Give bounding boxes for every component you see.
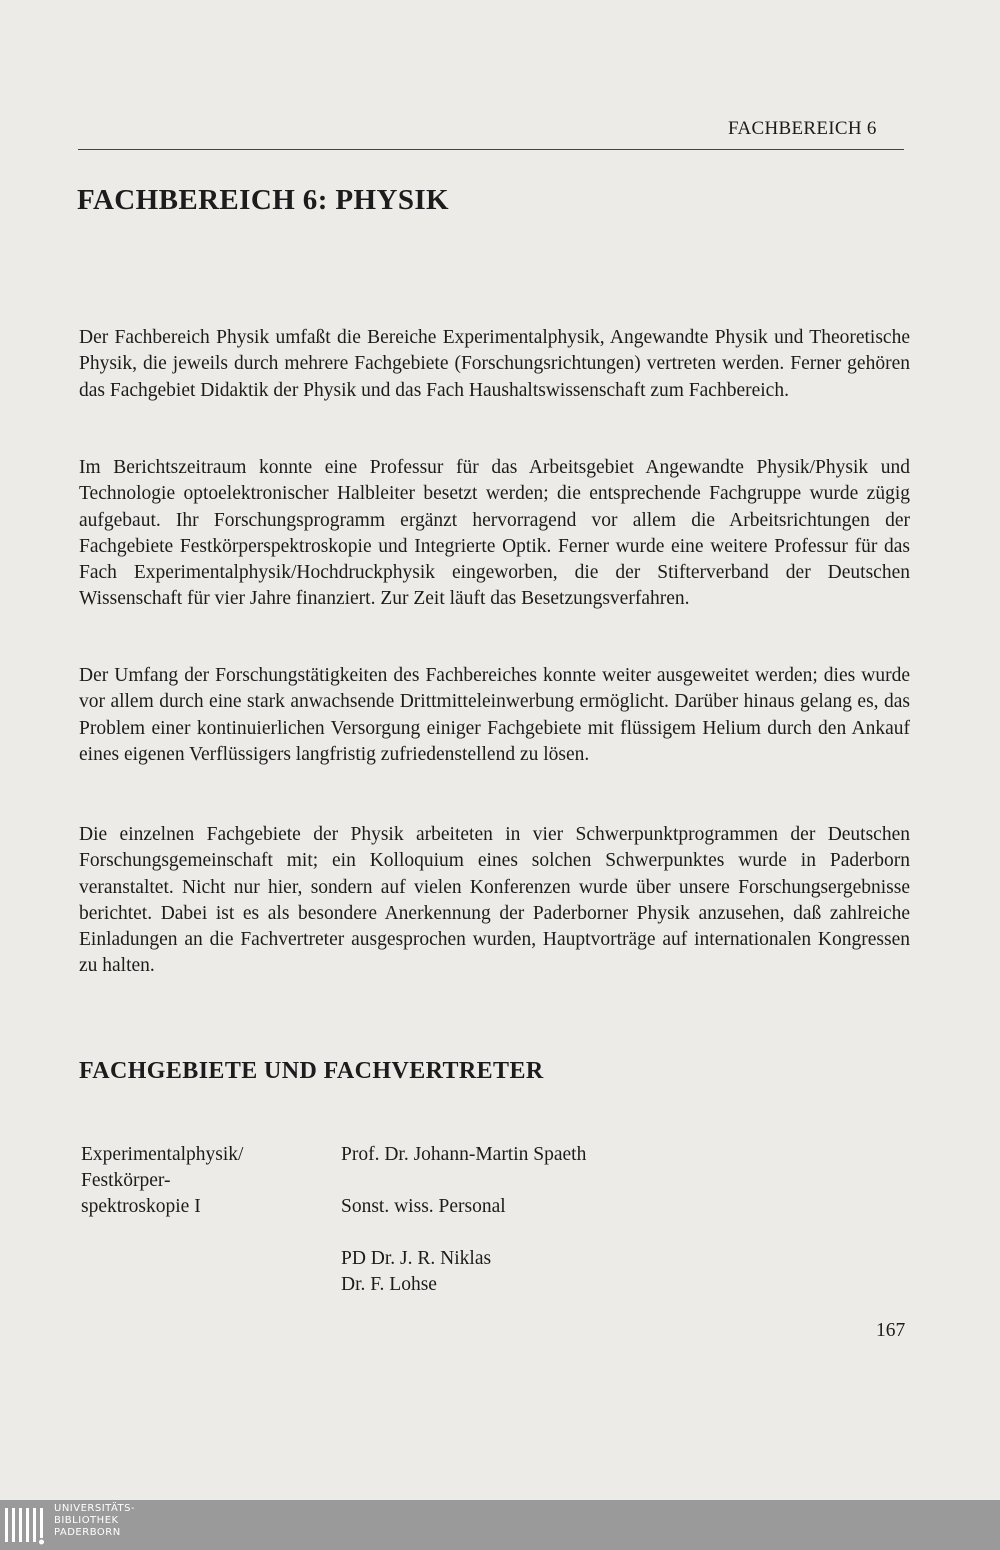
page-title: FACHBEREICH 6: PHYSIK: [77, 184, 450, 216]
staff-member: Dr. F. Lohse: [341, 1274, 437, 1295]
library-footer: [0, 1500, 1000, 1550]
field-name-line: Festkörper-: [81, 1170, 171, 1191]
staff-member: PD Dr. J. R. Niklas: [341, 1248, 492, 1269]
staff-list: [341, 1246, 491, 1298]
section-heading: FACHGEBIETE UND FACHVERTRETER: [79, 1058, 544, 1084]
paragraph-professorships: Im Berichtszeitraum konnte eine Professur für das Arbeitsgebiet Angewandte Physik/Physik und Technologie optoelektronischer Halbleiter besetzt werden; die entsprechende Fachgruppe wurde zügig aufgebaut. Ihr Forschungsprogramm ergänzt hervorragend vor allem die Arbeitsrichtungen der Fachgebiete Festkörperspektroskopie und Integrierte Optik. Ferner wurde eine weitere Professur für das Fach Experimentalphysik/Hochdruckphysik eingeworben, die der Stifterverband der Deutschen Wissenschaft für vier Jahre finanziert. Zur Zeit läuft das Besetzungsverfahren.: [79, 457, 910, 610]
paragraph-intro: Der Fachbereich Physik umfaßt die Bereiche Experimentalphysik, Angewandte Physik und Theoretische Physik, die jeweils durch mehrere Fachgebiete (Forschungsrichtungen) vertreten werden. Ferner gehören das Fachgebiet Didaktik der Physik und das Fach Haushaltswissenschaft zum Fachbereich.: [79, 327, 910, 401]
page-number: 167: [876, 1320, 906, 1341]
field-name: [81, 1142, 311, 1220]
field-name-line: spektroskopie I: [81, 1196, 201, 1217]
library-name-line: PADERBORN: [54, 1527, 121, 1538]
professor-name: Prof. Dr. Johann-Martin Spaeth: [341, 1144, 587, 1165]
header-rule: [78, 149, 904, 150]
running-header: FACHBEREICH 6: [728, 118, 877, 139]
library-name: [54, 1503, 135, 1539]
library-name-line: BIBLIOTHEK: [54, 1515, 119, 1526]
library-logo-icon: [2, 1504, 50, 1546]
library-name-line: UNIVERSITÄTS-: [54, 1503, 136, 1514]
paragraph-research-scope: Der Umfang der Forschungstätigkeiten des Fachbereiches konnte weiter ausgeweitet werden; dies wurde vor allem durch eine stark anwachsende Drittmitteleinwerbung ermöglicht. Darüber hinaus gelang es, das Problem einer kontinuierlichen Versorgung einiger Fachgebiete mit flüssigem Helium durch den Ankauf eines eigenen Verflüssigers langfristig zufriedenstellend zu lösen.: [79, 665, 910, 765]
staff-label: Sonst. wiss. Personal: [341, 1196, 506, 1217]
paragraph-priority-programs: Die einzelnen Fachgebiete der Physik arbeiteten in vier Schwerpunktprogrammen der Deutschen Forschungsgemeinschaft mit; ein Kolloquium eines solchen Schwerpunktes wurde in Paderborn veranstaltet. Nicht nur hier, sondern auf vielen Konferenzen wurde über unsere Forschungsergebnisse berichtet. Dabei ist es als besondere Anerkennung der Paderborner Physik anzusehen, daß zahlreiche Einladungen an die Fachvertreter ausgesprochen wurden, Hauptvorträge auf internationalen Kongressen zu halten.: [79, 824, 910, 977]
field-name-line: Experimentalphysik/: [81, 1144, 244, 1165]
